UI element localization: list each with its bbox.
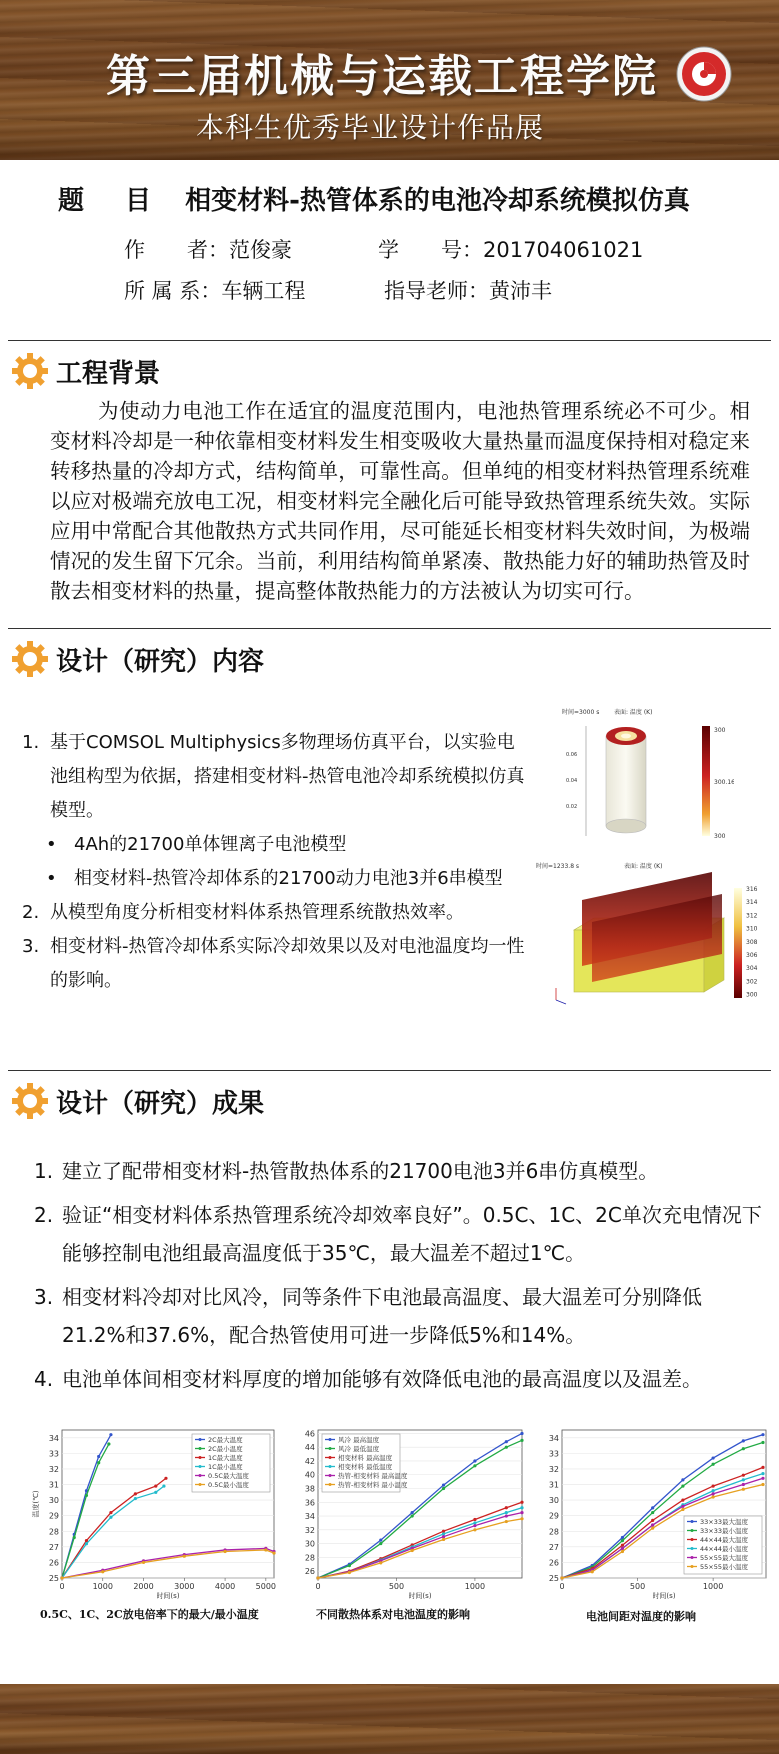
data-point bbox=[651, 1519, 654, 1522]
battery-pack-simulation-image bbox=[534, 860, 770, 1020]
data-point bbox=[272, 1551, 275, 1554]
event-subtitle: 本科生优秀毕业设计作品展 bbox=[196, 111, 545, 144]
item-number: 4. bbox=[34, 1367, 54, 1391]
section-title: 工程背景 bbox=[56, 358, 161, 389]
data-point bbox=[316, 1576, 319, 1579]
y-tick-label: 28 bbox=[48, 1527, 59, 1537]
background-paragraph: 为使动力电池工作在适宜的温度范围内，电池热管理系统必不可少。相变材料冷却是一种依靠相变材料发生相变吸收大量热量而温度保持相对稳定来转移热量的冷却方式，结构简单，可靠性高。但单纯的相变材料热管理系统难以应对极端充放电工况，相变材料完全融化后可能导致热管理系统失效。实际应用中常配合其他散热方式共同作用，尽可能延长相变材料失效时间，为极端情况的发生留下冗余。当前，利用结构简单紧凑、散热能力好的辅助热管及时散去相变材料的热量，提高整体散热能力的方法被认为切实可行。 bbox=[50, 399, 750, 603]
data-point bbox=[621, 1536, 624, 1539]
legend-label: 热管-相变材料 最小温度 bbox=[338, 1481, 408, 1489]
data-point bbox=[379, 1539, 382, 1542]
y-tick-label: 26 bbox=[548, 1558, 559, 1568]
scale-max-label: 300 bbox=[714, 727, 726, 734]
data-point bbox=[109, 1433, 112, 1436]
advisor-label: 指导老师： bbox=[384, 279, 489, 303]
item-text: 验证“相变材料体系热管理系统冷却效率良好”。0.5C、1C、2C单次充电情况下能够控制电池组最高温度低于35℃，最大温差不超过1℃。 bbox=[62, 1203, 762, 1265]
data-point bbox=[348, 1564, 351, 1567]
author-info bbox=[124, 234, 292, 264]
y-tick-label: 30 bbox=[304, 1539, 315, 1549]
item-text: 电池单体间相变材料厚度的增加能够有效降低电池的最高温度以及温差。 bbox=[62, 1367, 702, 1391]
data-point bbox=[85, 1542, 88, 1545]
legend-label: 风冷 最低温度 bbox=[338, 1445, 380, 1453]
scale-tick-label: 302 bbox=[746, 978, 758, 986]
cooling-system-chart bbox=[286, 1424, 528, 1600]
data-point bbox=[520, 1511, 523, 1514]
data-point bbox=[520, 1439, 523, 1442]
chart-caption: 0.5C、1C、2C放电倍率下的最大/最小温度 bbox=[40, 1608, 259, 1621]
data-point bbox=[85, 1494, 88, 1497]
data-point bbox=[442, 1538, 445, 1541]
scale-tick-label: 314 bbox=[746, 899, 758, 907]
list-item bbox=[34, 1360, 764, 1398]
data-point bbox=[60, 1576, 63, 1579]
data-point bbox=[520, 1432, 523, 1435]
legend-marker bbox=[199, 1456, 202, 1459]
item-number: 2. bbox=[34, 1203, 54, 1227]
section-heading-results bbox=[10, 1080, 264, 1122]
data-point bbox=[442, 1532, 445, 1535]
y-tick-label: 40 bbox=[304, 1470, 315, 1480]
data-point bbox=[505, 1506, 508, 1509]
bullet-icon: • bbox=[46, 834, 57, 855]
y-tick-label: 44 bbox=[304, 1443, 315, 1453]
scale-min-label: 300 bbox=[714, 833, 726, 840]
y-tick-label: 33 bbox=[48, 1449, 59, 1459]
id-label: 学 号： bbox=[378, 238, 483, 262]
y-tick-label: 32 bbox=[304, 1525, 315, 1535]
data-point bbox=[761, 1466, 764, 1469]
x-tick-label: 500 bbox=[629, 1582, 646, 1591]
data-point bbox=[109, 1511, 112, 1514]
data-point bbox=[520, 1501, 523, 1504]
data-point bbox=[742, 1447, 745, 1450]
list-item bbox=[34, 1278, 764, 1354]
y-tick-label: 26 bbox=[304, 1567, 315, 1577]
data-point bbox=[742, 1483, 745, 1486]
item-text: 相变材料冷却对比风冷，同等条件下电池最高温度、最大温差可分别降低21.2%和37.6%，配合热管使用可进一步降低5%和14%。 bbox=[62, 1285, 702, 1347]
item-text: 建立了配带相变材料-热管散热体系的21700电池3并6串仿真模型。 bbox=[62, 1159, 659, 1183]
data-point bbox=[712, 1484, 715, 1487]
data-point bbox=[505, 1514, 508, 1517]
legend-marker bbox=[199, 1483, 202, 1486]
data-point bbox=[742, 1439, 745, 1442]
section-heading-content bbox=[10, 638, 264, 680]
data-point bbox=[164, 1477, 167, 1480]
y-tick-label: 30 bbox=[48, 1496, 59, 1506]
department: 车辆工程 bbox=[221, 279, 306, 303]
data-point bbox=[761, 1472, 764, 1475]
y-tick-label: 27 bbox=[548, 1542, 559, 1552]
student-id: 201704061021 bbox=[483, 238, 644, 262]
author-name: 范俊豪 bbox=[229, 238, 292, 262]
data-point bbox=[560, 1576, 563, 1579]
cell-spacing-chart bbox=[530, 1424, 772, 1600]
legend-marker bbox=[691, 1520, 694, 1523]
legend-label: 0.5C最小温度 bbox=[208, 1481, 249, 1489]
x-tick-label: 4000 bbox=[214, 1582, 236, 1591]
footer-banner bbox=[0, 1684, 779, 1754]
discharge-rate-chart bbox=[30, 1424, 280, 1600]
data-point bbox=[505, 1446, 508, 1449]
y-tick-label: 33 bbox=[548, 1449, 559, 1459]
legend-marker bbox=[691, 1556, 694, 1559]
y-tick-label: 38 bbox=[304, 1484, 315, 1494]
data-point bbox=[621, 1550, 624, 1553]
x-tick-label: 500 bbox=[388, 1582, 405, 1591]
event-title: 第三届机械与运载工程学院 bbox=[106, 51, 658, 102]
data-point bbox=[162, 1484, 165, 1487]
legend-label: 热管-相变材料 最高温度 bbox=[338, 1472, 408, 1480]
data-point bbox=[473, 1521, 476, 1524]
data-point bbox=[97, 1461, 100, 1464]
chart-caption: 电池间距对温度的影响 bbox=[586, 1610, 696, 1623]
legend-marker bbox=[691, 1547, 694, 1550]
legend-marker bbox=[691, 1538, 694, 1541]
y-tick-label: 25 bbox=[48, 1574, 59, 1583]
legend-label: 33×33最小温度 bbox=[700, 1527, 748, 1535]
data-point bbox=[473, 1524, 476, 1527]
sim-time-label: 时间=1233.8 s bbox=[536, 863, 580, 870]
data-point bbox=[651, 1506, 654, 1509]
data-point bbox=[97, 1455, 100, 1458]
data-point bbox=[742, 1488, 745, 1491]
y-tick-label: 25 bbox=[548, 1574, 559, 1583]
sim-surface-label: 表面: 温度 (K) bbox=[614, 709, 653, 716]
item-number: 3. bbox=[34, 1285, 54, 1309]
item-number: 3. bbox=[22, 936, 40, 957]
item-number: 2. bbox=[22, 902, 40, 923]
x-tick-label: 1000 bbox=[464, 1582, 486, 1591]
university-logo-icon bbox=[676, 46, 732, 102]
data-point bbox=[621, 1544, 624, 1547]
item-text: 相变材料-热管冷却体系实际冷却效果以及对电池温度均一性的影响。 bbox=[50, 936, 525, 991]
x-axis-label: 时间(s) bbox=[408, 1592, 432, 1600]
legend-marker bbox=[329, 1465, 332, 1468]
item-text: 从模型角度分析相变材料体系热管理系统散热效率。 bbox=[50, 902, 464, 923]
data-point bbox=[520, 1517, 523, 1520]
legend-label: 1C最大温度 bbox=[208, 1454, 243, 1462]
data-point bbox=[621, 1539, 624, 1542]
data-point bbox=[442, 1530, 445, 1533]
title-text: 相变材料-热管体系的电池冷却系统模拟仿真 bbox=[185, 186, 690, 216]
item-number: 1. bbox=[34, 1159, 54, 1183]
y-tick-label: 42 bbox=[304, 1456, 315, 1466]
title-label: 题 目 bbox=[58, 186, 168, 216]
data-point bbox=[742, 1474, 745, 1477]
sim-surface-label: 表面: 温度 (K) bbox=[624, 863, 663, 870]
legend-label: 风冷 最高温度 bbox=[338, 1436, 380, 1444]
data-point bbox=[473, 1518, 476, 1521]
legend-label: 55×55最大温度 bbox=[700, 1554, 748, 1562]
data-point bbox=[712, 1456, 715, 1459]
data-point bbox=[411, 1511, 414, 1514]
data-point bbox=[411, 1549, 414, 1552]
header-banner bbox=[0, 0, 779, 160]
data-point bbox=[651, 1511, 654, 1514]
legend-marker bbox=[329, 1447, 332, 1450]
x-tick-label: 5000 bbox=[255, 1582, 277, 1591]
x-tick-label: 0 bbox=[315, 1582, 321, 1591]
author-label: 作 者： bbox=[124, 238, 229, 262]
svg-text:0.02: 0.02 bbox=[566, 804, 578, 810]
legend-marker bbox=[691, 1529, 694, 1532]
legend-marker bbox=[329, 1483, 332, 1486]
data-point bbox=[154, 1484, 157, 1487]
data-point bbox=[442, 1487, 445, 1490]
data-point bbox=[681, 1505, 684, 1508]
bullet-icon: • bbox=[46, 868, 57, 889]
y-axis-label: 温度(℃) bbox=[32, 1490, 40, 1518]
data-point bbox=[473, 1464, 476, 1467]
item-text: 相变材料-热管冷却体系的21700动力电池3并6串模型 bbox=[74, 868, 503, 889]
data-point bbox=[142, 1561, 145, 1564]
gear-icon bbox=[10, 639, 50, 679]
data-point bbox=[651, 1527, 654, 1530]
y-tick-label: 46 bbox=[304, 1429, 315, 1439]
data-point bbox=[101, 1570, 104, 1573]
legend-label: 2C最大温度 bbox=[208, 1436, 243, 1444]
svg-text:0.06: 0.06 bbox=[566, 752, 578, 758]
x-tick-label: 1000 bbox=[702, 1582, 724, 1591]
scale-mid-label: 300.16 bbox=[714, 779, 734, 786]
list-item bbox=[22, 726, 528, 828]
data-point bbox=[761, 1483, 764, 1486]
data-point bbox=[712, 1489, 715, 1492]
legend-label: 55×55最小温度 bbox=[700, 1563, 748, 1571]
legend-marker bbox=[199, 1447, 202, 1450]
legend-label: 44×44最大温度 bbox=[700, 1536, 748, 1544]
x-tick-label: 2000 bbox=[133, 1582, 154, 1591]
legend-label: 相变材料 最高温度 bbox=[338, 1454, 393, 1462]
data-point bbox=[681, 1499, 684, 1502]
data-point bbox=[712, 1492, 715, 1495]
y-tick-label: 34 bbox=[48, 1433, 59, 1443]
list-item bbox=[34, 1196, 764, 1272]
data-point bbox=[505, 1520, 508, 1523]
divider bbox=[8, 1070, 771, 1071]
section-title: 设计（研究）内容 bbox=[56, 646, 265, 677]
data-point bbox=[681, 1484, 684, 1487]
legend-marker bbox=[199, 1474, 202, 1477]
y-tick-label: 31 bbox=[548, 1480, 559, 1490]
y-tick-label: 29 bbox=[548, 1511, 559, 1521]
list-item bbox=[22, 930, 528, 998]
section-heading-background bbox=[10, 350, 160, 392]
legend-marker bbox=[329, 1456, 332, 1459]
y-tick-label: 29 bbox=[48, 1511, 59, 1521]
legend-marker bbox=[691, 1565, 694, 1568]
legend-label: 33×33最大温度 bbox=[700, 1518, 748, 1526]
data-point bbox=[742, 1478, 745, 1481]
data-point bbox=[183, 1555, 186, 1558]
data-point bbox=[411, 1514, 414, 1517]
data-point bbox=[73, 1536, 76, 1539]
advisor-info bbox=[384, 275, 552, 305]
scale-tick-label: 316 bbox=[746, 886, 758, 893]
data-point bbox=[473, 1528, 476, 1531]
x-tick-label: 1000 bbox=[92, 1582, 113, 1591]
item-text: 4Ah的21700单体锂离子电池模型 bbox=[74, 834, 347, 855]
data-point bbox=[651, 1523, 654, 1526]
scale-tick-label: 310 bbox=[746, 925, 758, 933]
data-point bbox=[505, 1511, 508, 1514]
legend-marker bbox=[199, 1465, 202, 1468]
project-title bbox=[58, 180, 690, 217]
advisor-name: 黄沛丰 bbox=[489, 279, 552, 303]
data-point bbox=[505, 1440, 508, 1443]
data-point bbox=[107, 1442, 110, 1445]
sim-time-label: 时间=3000 s bbox=[562, 709, 600, 716]
y-tick-label: 28 bbox=[304, 1553, 315, 1563]
svg-text:0.04: 0.04 bbox=[566, 778, 578, 784]
data-point bbox=[712, 1463, 715, 1466]
y-tick-label: 30 bbox=[548, 1496, 559, 1506]
data-point bbox=[591, 1570, 594, 1573]
data-point bbox=[473, 1459, 476, 1462]
data-point bbox=[348, 1571, 351, 1574]
legend-marker bbox=[329, 1474, 332, 1477]
scale-tick-label: 308 bbox=[746, 938, 758, 946]
data-point bbox=[761, 1477, 764, 1480]
data-point bbox=[621, 1547, 624, 1550]
x-axis-label: 时间(s) bbox=[156, 1592, 180, 1600]
chart-caption: 不同散热体系对电池温度的影响 bbox=[316, 1608, 470, 1621]
scale-tick-label: 306 bbox=[746, 952, 758, 959]
y-tick-label: 31 bbox=[48, 1480, 59, 1490]
x-tick-label: 3000 bbox=[174, 1582, 195, 1591]
data-point bbox=[712, 1495, 715, 1498]
dept-label: 所 属 系： bbox=[124, 279, 222, 303]
gear-icon bbox=[10, 351, 50, 391]
data-point bbox=[223, 1550, 226, 1553]
legend-marker bbox=[329, 1438, 332, 1441]
section-title: 设计（研究）成果 bbox=[56, 1088, 265, 1119]
x-axis-label: 时间(s) bbox=[652, 1592, 676, 1600]
data-point bbox=[109, 1516, 112, 1519]
legend-label: 44×44最小温度 bbox=[700, 1545, 748, 1553]
data-point bbox=[442, 1483, 445, 1486]
data-point bbox=[681, 1508, 684, 1511]
student-id-info bbox=[378, 234, 643, 264]
legend-marker bbox=[199, 1438, 202, 1441]
data-point bbox=[761, 1433, 764, 1436]
data-point bbox=[379, 1561, 382, 1564]
data-point bbox=[761, 1441, 764, 1444]
item-number: 1. bbox=[22, 732, 40, 753]
y-tick-label: 26 bbox=[48, 1558, 59, 1568]
scale-tick-label: 304 bbox=[746, 965, 758, 973]
item-text: 基于COMSOL Multiphysics多物理场仿真平台，以实验电池组构型为依据，搭建相变材料-热管电池冷却系统模拟仿真模型。 bbox=[50, 732, 525, 821]
y-tick-label: 32 bbox=[548, 1464, 559, 1474]
gear-icon bbox=[10, 1081, 50, 1121]
list-item bbox=[22, 828, 528, 862]
results-list bbox=[34, 1152, 764, 1404]
scale-tick-label: 300 bbox=[746, 991, 758, 999]
y-tick-label: 28 bbox=[548, 1527, 559, 1537]
data-point bbox=[379, 1542, 382, 1545]
department-info bbox=[124, 275, 305, 305]
single-cell-simulation-image bbox=[556, 706, 734, 854]
divider bbox=[8, 340, 771, 341]
y-tick-label: 36 bbox=[304, 1498, 315, 1508]
legend-label: 相变材料 最低温度 bbox=[338, 1463, 393, 1471]
list-item bbox=[22, 896, 528, 930]
data-point bbox=[154, 1491, 157, 1494]
legend-label: 0.5C最大温度 bbox=[208, 1472, 249, 1480]
legend-label: 1C最小温度 bbox=[208, 1463, 243, 1471]
content-list bbox=[22, 726, 528, 998]
legend-label: 2C最小温度 bbox=[208, 1445, 243, 1453]
x-tick-label: 0 bbox=[59, 1582, 65, 1591]
scale-tick-label: 312 bbox=[746, 912, 758, 920]
y-tick-label: 32 bbox=[48, 1464, 59, 1474]
data-point bbox=[264, 1548, 267, 1551]
data-point bbox=[442, 1535, 445, 1538]
data-point bbox=[520, 1506, 523, 1509]
list-item bbox=[34, 1152, 764, 1190]
data-point bbox=[134, 1497, 137, 1500]
y-tick-label: 34 bbox=[548, 1433, 559, 1443]
y-tick-label: 27 bbox=[48, 1542, 59, 1552]
divider bbox=[8, 628, 771, 629]
x-tick-label: 0 bbox=[559, 1582, 565, 1591]
y-tick-label: 34 bbox=[304, 1512, 315, 1522]
list-item bbox=[22, 862, 528, 896]
data-point bbox=[681, 1478, 684, 1481]
data-point bbox=[134, 1492, 137, 1495]
